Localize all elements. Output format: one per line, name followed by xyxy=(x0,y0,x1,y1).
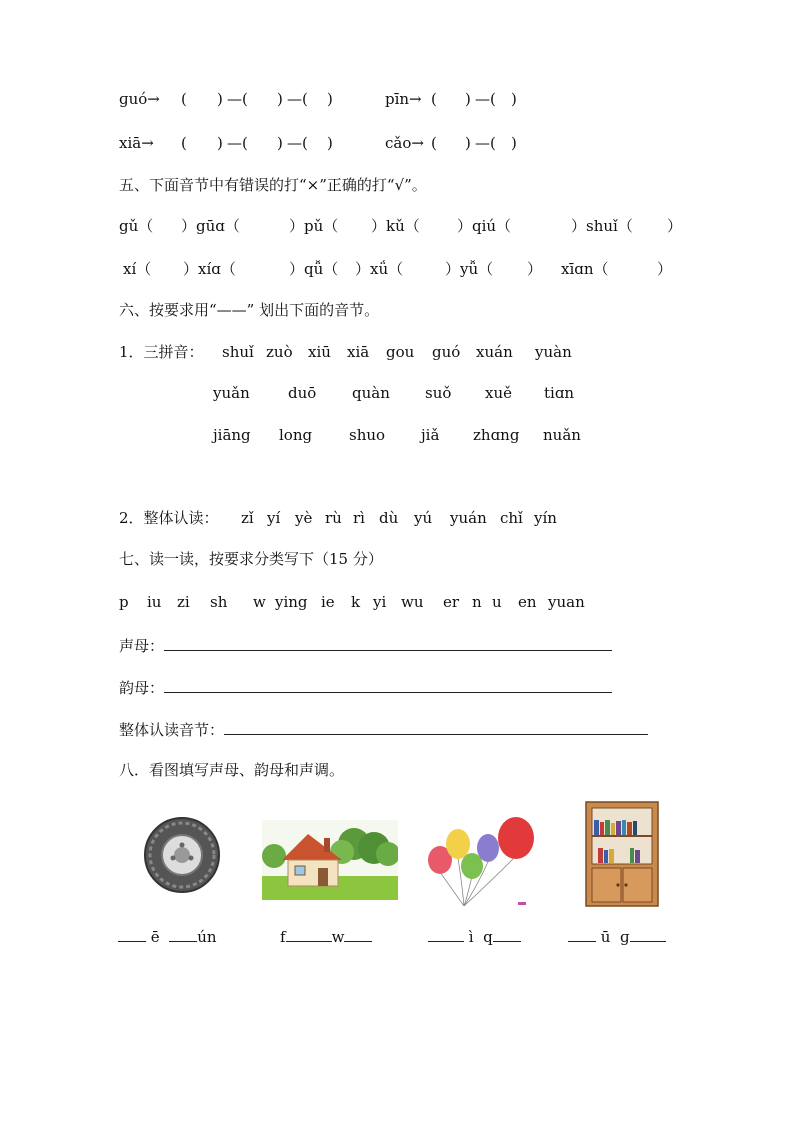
balloons-blank-1[interactable] xyxy=(428,926,464,942)
house-blank-2[interactable] xyxy=(344,926,372,942)
yunmu-row: 韵母： xyxy=(119,676,612,698)
tire-label: ē ún xyxy=(118,926,217,947)
house-picture xyxy=(262,820,398,900)
pinyin-split-row-1: ɡuó→ ( ) —( ) —( ) pīn→ ( ) —( ) xyxy=(119,90,517,108)
balloons-label: ì q xyxy=(428,926,521,947)
three-spell-row-3: jiāng long shuo jiǎ zhɑng nuǎn xyxy=(213,426,581,444)
bookcase-label: ū ɡ xyxy=(568,926,666,947)
bookcase-picture xyxy=(584,800,662,908)
tone-check-row-2: xí（ ）xíɑ（ ）qǚ（ ）xǘ（ ）yǚ（ ） xīɑn（ ） xyxy=(123,260,673,278)
tire-blank-2[interactable] xyxy=(169,926,197,942)
letters-row: p iu zi sh w ying ie k yi wu er n u en yuan xyxy=(119,593,585,611)
bookcase-blank-1[interactable] xyxy=(568,926,596,942)
zhengti-answer-line[interactable] xyxy=(224,718,648,735)
tone-check-row-1: gǔ（ ）gūɑ（ ）pǔ（ ）kǔ（ ）qiú（ ）shuǐ（ ） xyxy=(119,217,683,235)
bookcase-blank-2[interactable] xyxy=(630,926,666,942)
pinyin-split-row-2: xiā→ ( ) —( ) —( ) cǎo→ ( ) —( ) xyxy=(119,134,517,152)
whole-read-row: 2．整体认读： zǐ yí yè rù rì dù yú yuán chǐ yín xyxy=(119,509,557,527)
yunmu-answer-line[interactable] xyxy=(164,676,612,693)
tire-picture xyxy=(142,815,222,895)
shengmu-row: 声母： xyxy=(119,634,612,656)
zhengti-row: 整体认读音节： xyxy=(119,718,648,740)
shengmu-answer-line[interactable] xyxy=(164,634,612,651)
three-spell-row-2: yuǎn duō quàn suǒ xuě tiɑn xyxy=(213,384,575,402)
house-label: f w xyxy=(280,926,372,947)
balloons-blank-2[interactable] xyxy=(493,926,521,942)
three-spell-row-1: 1．三拼音： shuǐ zuò xiū xiā gou guó xuán yuàn xyxy=(119,343,572,361)
balloons-picture xyxy=(424,814,536,908)
section-7-title: 七、读一读，按要求分类写下（15 分） xyxy=(119,550,383,568)
section-5-title: 五、下面音节中有错误的打“×”正确的打“√”。 xyxy=(119,176,427,194)
tire-blank-1[interactable] xyxy=(118,926,146,942)
section-6-title: 六、按要求用“——” 划出下面的音节。 xyxy=(119,301,380,319)
house-blank-1[interactable] xyxy=(286,926,332,942)
section-8-title: 八．看图填写声母、韵母和声调。 xyxy=(119,761,345,779)
